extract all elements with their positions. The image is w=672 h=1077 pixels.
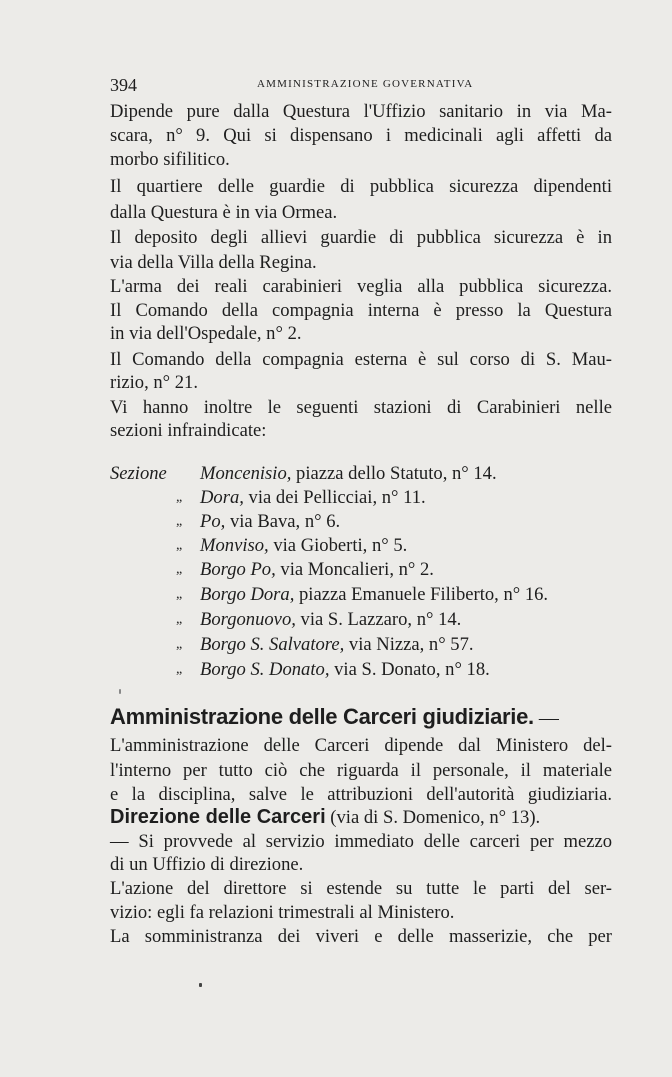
entry-label: Sezione [110,463,167,484]
ditto-mark: „ [176,587,183,602]
station-name: Monviso, [200,535,269,556]
text-line: di un Uffizio di direzione. [110,854,304,875]
station-address: via Moncalieri, n° 2. [275,559,434,580]
subheading-line [110,805,612,830]
text-line: vizio: egli fa relazioni trimestrali al Ministero. [110,902,455,923]
section-heading-line [110,705,612,731]
text-line: in via dell'Ospedale, n° 2. [110,323,302,344]
text-line: l'interno per tutto ciò che riguarda il personale, il materiale [110,760,612,781]
text-line: Il quartiere delle guardie di pubblica sicurezza dipendenti [110,176,612,197]
text-line: via della Villa della Regina. [110,252,317,273]
ditto-mark: „ [176,490,183,505]
station-name: Borgo Po, [200,559,276,580]
station-address: piazza Emanuele Filiberto, n° 16. [294,584,549,605]
text-line: Il deposito degli allievi guardie di pubblica sicurezza è in [110,227,612,248]
station-name: Borgo S. Salvatore, [200,634,345,655]
text-line: L'amministrazione delle Carceri dipende dal Ministero del- [110,735,612,756]
station-address: via Bava, n° 6. [225,511,341,532]
text-line: rizio, n° 21. [110,372,198,393]
station-address: via Nizza, n° 57. [344,634,474,655]
station-address: via Gioberti, n° 5. [268,535,408,556]
ditto-mark: „ [176,612,183,627]
ditto-mark: „ [176,662,183,677]
ditto-mark: „ [176,637,183,652]
subheading: Direzione delle Carceri [110,806,326,828]
text-line: Il Comando della compagnia interna è presso la Questura [110,300,612,321]
page-header [110,75,612,97]
text-line: La somministranza dei viveri e delle masserizie, che per [110,926,612,947]
station-name: Po, [200,511,226,532]
station-name: Borgonuovo, [200,609,296,630]
ditto-mark: „ [176,562,183,577]
heading-dash: — [533,707,559,729]
text-line: Il Comando della compagnia esterna è sul corso di S. Mau- [110,349,612,370]
text-line: scara, n° 9. Qui si dispensano i medicinali agli affetti da [110,125,612,146]
text-line: L'arma dei reali carabinieri veglia alla pubblica sicurezza. [110,276,612,297]
station-address: via S. Donato, n° 18. [329,659,490,680]
ditto-mark: „ [176,538,183,553]
subheading-address: (via di S. Domenico, n° 13). [325,807,541,828]
page-number: 394 [110,75,137,95]
text-line: morbo sifilitico. [110,149,230,170]
text-line: L'azione del direttore si estende su tutte le parti del ser- [110,878,612,899]
section-heading: Amministrazione delle Carceri giudiziarie. [110,704,534,729]
station-address: piazza dello Statuto, n° 14. [291,463,497,484]
station-name: Borgo S. Donato, [200,659,330,680]
text-line: — Si provvede al servizio immediato delle carceri per mezzo [110,831,612,852]
running-head: AMMINISTRAZIONE GOVERNATIVA [257,78,474,90]
station-name: Moncenisio, [200,463,292,484]
ink-speck [119,689,121,694]
ditto-mark: „ [176,514,183,529]
station-name: Dora, [200,487,244,508]
ink-speck [199,983,202,987]
text-line: Dipende pure dalla Questura l'Uffizio sanitario in via Ma- [110,101,612,122]
station-address: via dei Pellicciai, n° 11. [243,487,426,508]
text-line: Vi hanno inoltre le seguenti stazioni di Carabinieri nelle [110,397,612,418]
text-line: sezioni infraindicate: [110,420,267,441]
text-line: e la disciplina, salve le attribuzioni dell'autorità giudiziaria. [110,784,612,805]
station-address: via S. Lazzaro, n° 14. [295,609,462,630]
text-line: dalla Questura è in via Ormea. [110,202,338,223]
station-name: Borgo Dora, [200,584,295,605]
